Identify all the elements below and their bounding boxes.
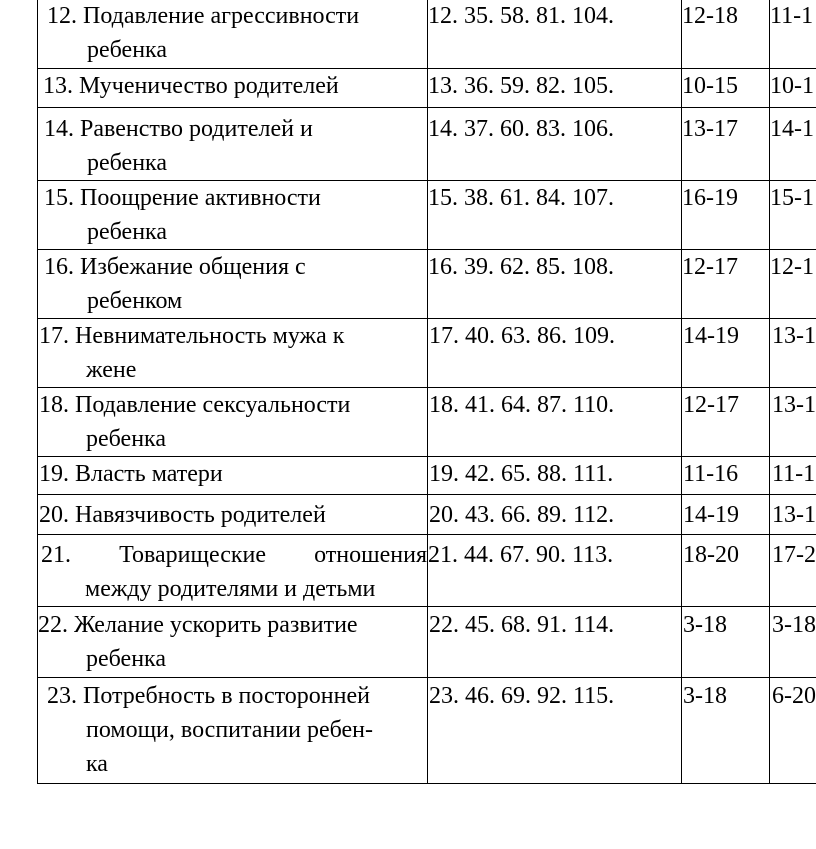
scale-name-cont: ка [86,751,108,777]
scale-name-cont: помощи, воспитании ребен- [86,717,374,743]
norm-range-cell: 13-1 [770,495,816,535]
scale-name: 23. Потребность в посторонней [47,683,370,709]
item-numbers-cell: 13. 36. 59. 82. 105. [428,69,682,108]
item-numbers-cell: 12. 35. 58. 81. 104. [428,0,682,69]
scale-name-cell [38,181,428,250]
scale-name: 13. Мученичество родителей [43,73,339,99]
scale-name-cell [38,678,428,784]
norm-range-cell: 14-19 [682,319,770,388]
scale-name-cont: ребенка [86,426,166,452]
scale-name [38,535,427,572]
scale-name: 22. Желание ускорить развитие [38,612,358,638]
scale-name-word: 21. [41,542,71,568]
table-row [38,250,816,319]
table-row [38,388,816,457]
norm-range-cell: 12-17 [682,388,770,457]
item-numbers-cell: 21. 44. 67. 90. 113. [428,535,682,607]
norm-range-cell: 14-19 [682,495,770,535]
scale-name: 14. Равенство родителей и [44,116,313,142]
norm-range-cell: 10-15 [682,69,770,108]
scale-name-cont: ребенка [87,150,167,176]
scale-name: 12. Подавление агрессивности [47,3,360,29]
scale-name-cont: ребенком [87,288,183,314]
scale-name: 19. Власть матери [39,461,223,487]
scale-table [37,0,816,784]
item-numbers-cell: 17. 40. 63. 86. 109. [428,319,682,388]
scale-name-cont: ребенка [86,646,166,672]
scale-name-cell [38,607,428,678]
norm-range-cell: 12-18 [682,0,770,69]
scale-name: 15. Поощрение активности [44,185,321,211]
norm-range-cell: 15-1 [770,181,816,250]
item-numbers-cell: 20. 43. 66. 89. 112. [428,495,682,535]
norm-range-cell: 3-18 [770,607,816,678]
item-numbers-cell: 14. 37. 60. 83. 106. [428,108,682,181]
norm-range-cell: 3-18 [682,678,770,784]
table-row [38,495,816,535]
scale-name-cell [38,319,428,388]
scale-name-word: отношения [314,542,427,568]
norm-range-cell: 14-1 [770,108,816,181]
norm-range-cell: 6-20 [770,678,816,784]
norm-range-cell: 11-16 [682,457,770,495]
norm-range-cell: 11-1 [770,0,816,69]
scale-name-cell [38,250,428,319]
norm-range-cell: 12-17 [682,250,770,319]
table-row [38,319,816,388]
table-row [38,607,816,678]
table-row [38,69,816,108]
scale-name-cell [38,0,428,69]
scale-name-word: Товарищеские [119,542,267,568]
scale-name: 20. Навязчивость родителей [39,502,326,528]
item-numbers-cell: 19. 42. 65. 88. 111. [428,457,682,495]
scale-name-cont: жене [86,357,137,383]
table-row [38,678,816,784]
scale-name-cell [38,535,428,607]
norm-range-cell: 3-18 [682,607,770,678]
scale-name-cont: ребенка [87,37,167,63]
table-row [38,0,816,69]
norm-range-cell: 13-17 [682,108,770,181]
item-numbers-cell: 15. 38. 61. 84. 107. [428,181,682,250]
scale-name-cell [38,457,428,495]
scale-name-cont: между родителями и детьми [85,576,376,602]
table-row [38,108,816,181]
table-row [38,535,816,607]
table-row [38,457,816,495]
norm-range-cell: 13-1 [770,388,816,457]
item-numbers-cell: 18. 41. 64. 87. 110. [428,388,682,457]
norm-range-cell: 17-2 [770,535,816,607]
scale-name-cell [38,108,428,181]
norm-range-cell: 11-1 [770,457,816,495]
norm-range-cell: 18-20 [682,535,770,607]
norm-range-cell: 10-1 [770,69,816,108]
scale-name: 16. Избежание общения с [44,254,306,280]
scale-name: 18. Подавление сексуальности [39,392,351,418]
item-numbers-cell: 23. 46. 69. 92. 115. [428,678,682,784]
scale-name-cell [38,495,428,535]
scale-name-cont: ребенка [87,219,167,245]
item-numbers-cell: 22. 45. 68. 91. 114. [428,607,682,678]
table-row [38,181,816,250]
scale-name: 17. Невнимательность мужа к [39,323,345,349]
norm-range-cell: 16-19 [682,181,770,250]
scale-name-cell [38,388,428,457]
norm-range-cell: 13-1 [770,319,816,388]
norm-range-cell: 12-1 [770,250,816,319]
scale-name-cell [38,69,428,108]
item-numbers-cell: 16. 39. 62. 85. 108. [428,250,682,319]
